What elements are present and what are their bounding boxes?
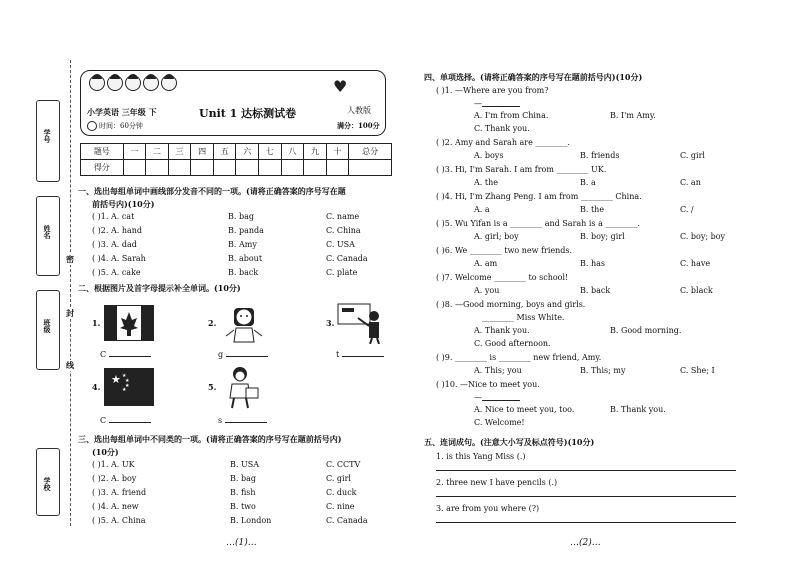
score-input-cell[interactable] <box>146 160 169 176</box>
question-option-b: B. USA <box>230 460 259 469</box>
student-id-label: 学号 <box>43 129 52 143</box>
question-stem[interactable]: ( )9. ________ is ________ new friend, Amy. <box>436 353 602 362</box>
svg-text:★: ★ <box>122 387 127 393</box>
question-stem[interactable]: ( )4. Hi, I'm Zhang Peng. I am from ________ China. <box>436 192 642 201</box>
score-row <box>81 160 392 176</box>
question-option: C. Good afternoon. <box>474 339 551 348</box>
question-option: B. friends <box>580 151 620 160</box>
answer-dash: — <box>474 99 482 108</box>
question-option-a[interactable]: ( )3. A. friend <box>92 488 147 497</box>
question-option-c: C. name <box>326 212 360 221</box>
heart-icon: ♥ <box>333 77 348 96</box>
question-option: A. girl; boy <box>474 232 519 241</box>
section-2-title: 二、根据图片及首字母提示补全单词。(10分) <box>78 283 241 293</box>
question-option-b: B. bag <box>230 474 256 483</box>
question-option-b: B. back <box>228 268 259 277</box>
section-3-title: 三、选出每组单词中不同类的一项。(请将正确答案的序号写在题前括号内) <box>78 434 342 444</box>
answer-line[interactable] <box>436 470 736 471</box>
section-1-title: 一、选出每组单词中画线部分发音不同的一项。(请将正确答案的序号写在题 <box>78 186 346 196</box>
time-label: 时间：60分钟 <box>87 121 143 131</box>
score-header-cell: 九 <box>304 144 327 160</box>
question-option: B. This; my <box>580 366 626 375</box>
question-option: A. you <box>474 286 500 295</box>
score-input-cell[interactable] <box>213 160 236 176</box>
answer-line[interactable]: s <box>218 416 267 425</box>
question-option-c: C. duck <box>326 488 357 497</box>
page-number-1: …(1)… <box>226 538 257 548</box>
score-header-cell: 题号 <box>81 144 124 160</box>
teacher-image <box>336 302 386 344</box>
question-option: B. the <box>580 205 605 214</box>
question-option: A. a <box>474 205 490 214</box>
answer-line[interactable] <box>436 496 736 497</box>
sentence-item: 3. are from you where (?) <box>436 504 540 513</box>
section-4-title: 四、单项选择。(请将正确答案的序号写在题前括号内)(10分) <box>424 72 643 82</box>
question-option-b: B. about <box>228 254 263 263</box>
score-input-cell[interactable] <box>326 160 349 176</box>
pic-number: 2. <box>208 318 217 328</box>
question-option-b: B. two <box>230 502 256 511</box>
score-header-cell: 四 <box>191 144 214 160</box>
seal-char: 封 <box>63 308 77 319</box>
score-input-cell[interactable] <box>349 160 392 176</box>
answer-line[interactable] <box>436 522 736 523</box>
question-option-a[interactable]: ( )3. A. dad <box>92 240 137 249</box>
page-title: Unit 1 达标测试卷 <box>199 107 297 120</box>
question-stem[interactable]: ( )7. Welcome ________ to school! <box>436 273 569 282</box>
question-option-c: C. girl <box>326 474 351 483</box>
seal-char: 线 <box>63 360 77 371</box>
question-option-c: C. Canada <box>326 254 368 263</box>
svg-text:★: ★ <box>122 373 127 379</box>
question-option: A. am <box>474 259 498 268</box>
question-option-b: B. fish <box>230 488 256 497</box>
svg-text:★: ★ <box>111 373 121 386</box>
full-score-label: 满分：100分 <box>337 121 380 130</box>
question-option-b: B. London <box>230 516 272 525</box>
question-option-a[interactable]: ( )2. A. boy <box>92 474 137 483</box>
question-option-a[interactable]: ( )1. A. cat <box>92 212 135 221</box>
question-option-c: C. plate <box>326 268 358 277</box>
score-header-cell: 三 <box>168 144 191 160</box>
question-option-a[interactable]: ( )2. A. hand <box>92 226 143 235</box>
question-option-a[interactable]: ( )4. A. new <box>92 502 139 511</box>
question-option: C. She; I <box>680 366 715 375</box>
student-id-box[interactable] <box>36 100 60 182</box>
pic-number: 3. <box>326 318 335 328</box>
answer-line[interactable]: C <box>100 416 151 425</box>
question-option: A. I'm from China. <box>474 111 549 120</box>
score-header-cell: 七 <box>259 144 282 160</box>
score-input-cell[interactable] <box>236 160 259 176</box>
question-option: B. Thank you. <box>610 405 666 414</box>
question-option-c: C. nine <box>326 502 355 511</box>
score-input-cell[interactable] <box>191 160 214 176</box>
question-stem[interactable]: ( )1. —Where are you from? <box>436 86 549 95</box>
question-option-b: B. bag <box>228 212 254 221</box>
student-image <box>220 364 264 410</box>
question-option: C. boy; boy <box>680 232 726 241</box>
score-header-cell: 八 <box>281 144 304 160</box>
china-flag-image <box>104 368 154 406</box>
question-option-a[interactable]: ( )5. A. China <box>92 516 146 525</box>
question-option: B. I'm Amy. <box>610 111 656 120</box>
question-stem[interactable]: ( )10. —Nice to meet you. <box>436 380 540 389</box>
question-option: B. a <box>580 178 596 187</box>
answer-line[interactable]: t <box>336 350 384 359</box>
answer-dash: — <box>474 393 482 402</box>
question-option: C. have <box>680 259 711 268</box>
question-stem[interactable]: ( )6. We ________ two new friends. <box>436 246 573 255</box>
score-header-cell: 五 <box>213 144 236 160</box>
question-option-a[interactable]: ( )1. A. UK <box>92 460 135 469</box>
question-option: A. the <box>474 178 498 187</box>
question-option-b: B. Amy <box>228 240 257 249</box>
svg-text:★: ★ <box>125 378 130 384</box>
question-stem[interactable]: ( )5. Wu Yifan is a ________ and Sarah is a ________. <box>436 219 640 228</box>
answer-line[interactable]: g <box>218 350 268 359</box>
seal-char: 密 <box>63 254 77 265</box>
school-label: 学校 <box>43 477 52 491</box>
section-5-title: 五、连词成句。(注意大小写及标点符号)(10分) <box>424 437 595 447</box>
score-header-cell: 十 <box>326 144 349 160</box>
section-3-title-cont: (10分) <box>92 447 119 457</box>
title-banner <box>80 70 386 136</box>
score-input-cell[interactable] <box>281 160 304 176</box>
question-option-b: B. panda <box>228 226 264 235</box>
question-option: B. has <box>580 259 605 268</box>
clock-icon <box>87 121 97 131</box>
question-stem[interactable]: ( )3. Hi, I'm Sarah. I am from ________ UK. <box>436 165 607 174</box>
score-table <box>80 143 392 176</box>
page-number-2: …(2)… <box>570 538 601 548</box>
question-option: B. Good morning. <box>610 326 682 335</box>
name-label: 姓名 <box>43 225 52 239</box>
question-option: C. Thank you. <box>474 124 530 133</box>
class-label: 班级 <box>43 319 52 333</box>
question-option-c: C. USA <box>326 240 355 249</box>
question-option: A. Nice to meet you, too. <box>474 405 575 414</box>
question-option: A. This; you <box>474 366 522 375</box>
score-input-cell[interactable] <box>168 160 191 176</box>
score-header-row <box>81 144 392 160</box>
answer-line[interactable] <box>482 400 520 401</box>
question-option: B. back <box>580 286 611 295</box>
answer-line[interactable]: C <box>100 350 151 359</box>
edition-label: 人教版 <box>347 106 371 115</box>
svg-text:★: ★ <box>125 383 130 389</box>
question-stem[interactable]: ( )8. —Good morning, boys and girls. <box>436 300 586 309</box>
question-option-c: C. Canada <box>326 516 368 525</box>
question-stem-cont: ________ Miss White. <box>482 313 565 322</box>
score-header-cell: 二 <box>146 144 169 160</box>
children-illustration <box>89 75 177 91</box>
pic-number: 4. <box>92 382 101 392</box>
girl-image <box>222 300 266 344</box>
question-option-c: C. CCTV <box>326 460 361 469</box>
question-stem[interactable]: ( )2. Amy and Sarah are ________. <box>436 138 570 147</box>
sentence-item: 1. is this Yang Miss (.) <box>436 452 526 461</box>
pic-number: 1. <box>92 318 101 328</box>
question-option-c: C. China <box>326 226 361 235</box>
school-box[interactable] <box>36 448 60 516</box>
question-option-a[interactable]: ( )5. A. cake <box>92 268 141 277</box>
section-1-title-cont: 前括号内)(10分) <box>92 199 155 209</box>
class-box[interactable] <box>36 290 60 370</box>
question-option: C. girl <box>680 151 705 160</box>
subject-label: 小学英语 三年级 下 <box>87 108 157 117</box>
question-option: A. Thank you. <box>474 326 530 335</box>
score-input-cell[interactable] <box>259 160 282 176</box>
pic-number: 5. <box>208 382 217 392</box>
score-label-cell: 得分 <box>81 160 124 176</box>
score-input-cell[interactable] <box>304 160 327 176</box>
question-option: A. boys <box>474 151 504 160</box>
score-header-cell: 总分 <box>349 144 392 160</box>
score-header-cell: 一 <box>123 144 146 160</box>
question-option: C. / <box>680 205 694 214</box>
score-header-cell: 六 <box>236 144 259 160</box>
question-option: C. black <box>680 286 713 295</box>
question-option: B. boy; girl <box>580 232 625 241</box>
score-input-cell[interactable] <box>123 160 146 176</box>
answer-line[interactable] <box>482 106 520 107</box>
sentence-item: 2. three new I have pencils (.) <box>436 478 558 487</box>
question-option: C. an <box>680 178 701 187</box>
canada-flag-image <box>104 305 154 341</box>
question-option: C. Welcome! <box>474 418 525 427</box>
question-option-a[interactable]: ( )4. A. Sarah <box>92 254 146 263</box>
binding-line <box>70 60 71 526</box>
name-box[interactable] <box>36 196 60 276</box>
